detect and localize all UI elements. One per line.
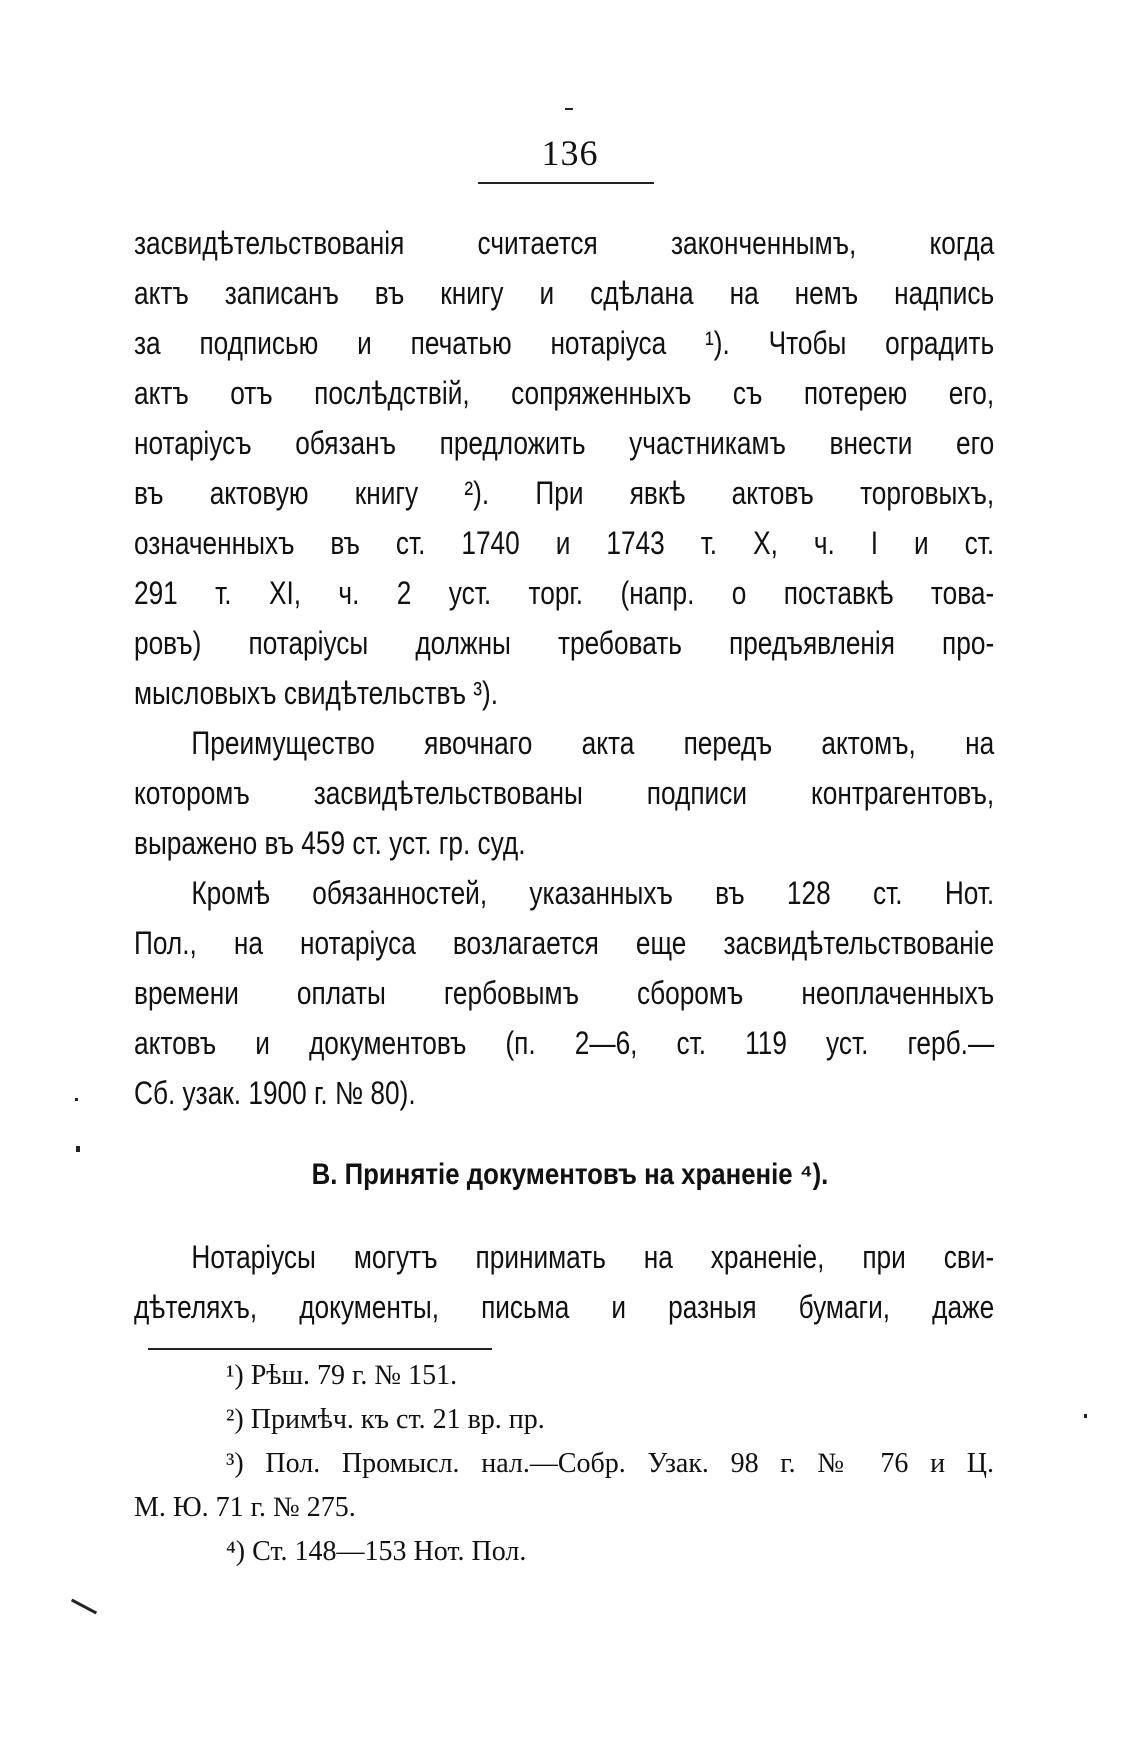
text-line: Преимущество явочнаго акта передъ актомъ, на — [191, 725, 995, 761]
text-line: за подписью и печатью нотаріуса ¹). Чтобы оградить — [134, 325, 995, 361]
text-line: мысловыхъ свидѣтельствъ ³). — [134, 675, 499, 711]
text-line: Кромѣ обязанностей, указанныхъ въ 128 ст. Нот. — [191, 875, 995, 911]
section-heading: В. Принятіе документовъ на храненіе ⁴). — [311, 1158, 829, 1191]
text-line: засвидѣтельствованія считается законченнымъ, когда — [134, 225, 995, 261]
scan-speck — [565, 108, 573, 110]
footnotes — [134, 1354, 994, 1574]
scan-speck — [76, 1146, 80, 1152]
footnote: ⁴) Ст. 148—153 Нот. Пол. — [226, 1536, 527, 1567]
text-line: 291 т. XI, ч. 2 уст. торг. (напр. о поставкѣ това- — [134, 575, 995, 611]
text-line: актъ отъ послѣдствій, сопряженныхъ съ потерею его, — [134, 375, 995, 411]
text-line: выражено въ 459 ст. уст. гр. суд. — [134, 825, 526, 861]
text-line: Пол., на нотаріуса возлагается еще засвидѣтельствованіе — [134, 925, 995, 961]
text-line: дѣтеляхъ, документы, письма и разныя бумаги, даже — [134, 1289, 995, 1325]
text-line: Нотаріусы могутъ принимать на храненіе, при сви- — [191, 1239, 995, 1275]
footnote: ¹) Рѣш. 79 г. № 151. — [226, 1360, 458, 1391]
scan-speck — [71, 1599, 97, 1615]
header-rule — [478, 182, 654, 184]
section-text — [134, 1232, 994, 1332]
scan-speck — [75, 1098, 78, 1101]
main-text — [134, 218, 994, 1118]
text-line: ровъ) потаріусы должны требовать предъявленія про- — [134, 625, 995, 661]
text-line: нотаріусъ обязанъ предложить участникамъ внести его — [134, 425, 995, 461]
text-line: актовъ и документовъ (п. 2—6, ст. 119 уст. герб.— — [134, 1025, 995, 1061]
text-line: означенныхъ въ ст. 1740 и 1743 т. X, ч. I и ст. — [134, 525, 995, 561]
footnote-continuation: М. Ю. 71 г. № 275. — [134, 1492, 356, 1523]
text-line: актъ записанъ въ книгу и сдѣлана на немъ надпись — [134, 275, 995, 311]
text-line: времени оплаты гербовымъ сборомъ неоплаченныхъ — [134, 975, 995, 1011]
text-line: Сб. узак. 1900 г. № 80). — [134, 1075, 416, 1111]
footnote: ²) Примѣч. къ ст. 21 вр. пр. — [226, 1404, 545, 1435]
text-line: которомъ засвидѣтельствованы подписи контрагентовъ, — [134, 775, 995, 811]
footnote-rule — [148, 1348, 492, 1350]
page-number: 136 — [541, 133, 599, 173]
scan-speck — [1084, 1414, 1087, 1418]
text-line: въ актовую книгу ²). При явкѣ актовъ торговыхъ, — [134, 475, 995, 511]
footnote: ³) Пол. Промысл. нал.—Собр. Узак. 98 г. № 76 и Ц. — [226, 1448, 994, 1479]
